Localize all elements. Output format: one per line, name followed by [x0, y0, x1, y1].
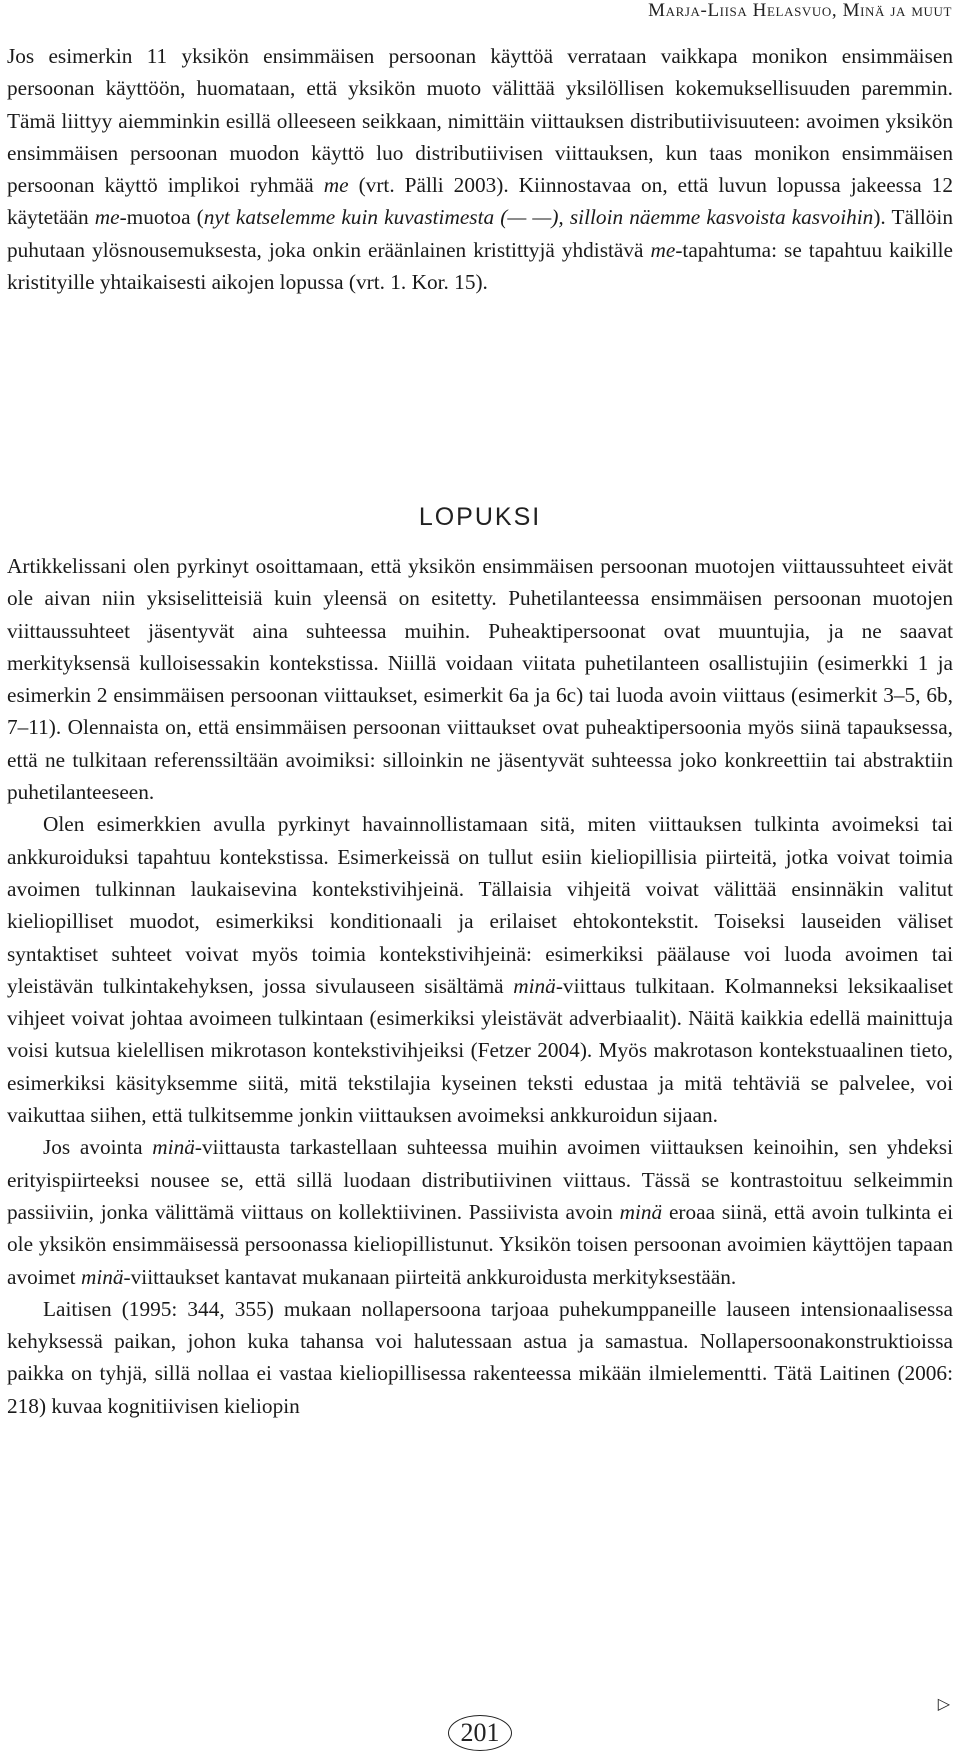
- page-number: 201: [460, 1718, 500, 1747]
- continue-arrow-icon: ▷: [937, 1694, 950, 1713]
- page-number-badge: [448, 1715, 512, 1751]
- paragraph: Jos esimerkin 11 yksikön ensimmäisen persoonan käyttöä verrataan vaikkapa monikon ensimmäisen persoonan käyttöön, huomataan, että yksikön muoto välittää yksilöllisen kokemuksellisuuden paremmin. Tämä liittyy aiemminkin esillä olleeseen seikkaan, nimittäin viittauksen distributiivisuuteen: avoimen yksikön ensimmäisen persoonan muodon käyttö luo distributiivisen viittauksen, kun taas monikon ensimmäisen persoonan käyttö implikoi ryhmää me (vrt. Pälli 2003). Kiinnostavaa on, että luvun lopussa jakeessa 12 käytetään me-muotoa (nyt katselemme kuin kuvastimesta (— —), silloin näemme kasvoista kasvoihin). Tällöin puhutaan ylösnousemuksesta, joka onkin eräänlainen kristittyjä yhdistävä me-tapahtuma: se tapahtuu kaikille kristityille yhtaikaisesti aikojen lopussa (vrt. 1. Kor. 15).: [7, 44, 953, 295]
- running-head: Marja-Liisa Helasvuo, Minä ja muut: [648, 0, 952, 21]
- paragraph: Artikkelissani olen pyrkinyt osoittamaan, että yksikön ensimmäisen persoonan muotojen viittaussuhteet eivät ole aivan niin yksiselitteisiä kuin yleensä on esitetty. Puhetilanteessa ensimmäisen persoonan muotojen viittaussuhteet jäsentyvät aina suhteessa muihin. Puheaktipersoonat ovat muuntujia, ja ne saavat merkityksensä kulloisessakin kontekstissa. Niillä voidaan viitata puhetilanteen osallistujiin (esimerkki 1 ja esimerkin 2 ensimmäisen persoonan viittaukset, esimerkit 6a ja 6c) tai luoda avoin viittaus (esimerkit 3–5, 6b, 7–11). Olennaista on, että ensimmäisen persoonan viittaukset ovat puheaktipersoonia myös siinä tapauksessa, että ne tulkitaan referenssiltään avoimiksi: silloinkin ne jäsentyvät suhteessa joko konkreettiin tai abstraktiin puhetilanteeseen.: [7, 554, 953, 805]
- paragraph: Olen esimerkkien avulla pyrkinyt havainnollistamaan sitä, miten viittauksen tulkinta avoimeksi tai ankkuroiduksi tapahtuu kontekstissa. Esimerkeissä on tullut esiin kieliopillisia piirteitä, jotka voivat toimia avoimen tulkinnan laukaisevina kontekstivihjeinä. Tällaisia vihjeitä voivat välittää ensinnäkin valitut kieliopilliset muodot, esimerkiksi konditionaali ja erilaiset ehtokontekstit. Toiseksi lauseiden väliset syntaktiset suhteet voivat myös toimia kontekstivihjeinä: esimerkiksi päälause voi luoda avoimen tai yleistävän tulkintakehyksen, jossa sivulauseen sisältämä minä-viittaus tulkitaan. Kolmanneksi leksikaaliset vihjeet voivat johtaa avoimeen tulkintaan (esimerkiksi yleistävät adverbiaalit). Näitä kaikkia edellä mainittuja voisi kutsua kielellisen mikrotason kontekstivihjeiksi (Fetzer 2004). Myös makrotason kontekstuaalinen tieto, esimerkiksi käsityksemme siitä, mitä tekstilajia kyseinen teksti edustaa ja mitä tehtäviä se palvelee, voi vaikuttaa siihen, että tulkitsemme jonkin viittauksen avoimeksi ankkuroidun sijaan.: [7, 812, 954, 1128]
- body-block-2: [7, 550, 953, 1422]
- paragraph: Jos avointa minä-viittausta tarkastellaan suhteessa muihin avoimen viittauksen keinoihin, sen yhdeksi erityispiirteeksi nousee se, että sillä luodaan distributiivinen viittaus. Tässä se kontrastoituu selkeimmin passiiviin, jonka välittämä viittaus on kollektiivinen. Passiivista avoin minä eroaa siinä, että avoin tulkinta ei ole yksikön ensimmäisessä persoonassa kieliopillistunut. Yksikön toisen persoonan avoimien käyttöjen tapaan avoimet minä-viittaukset kantavat mukanaan piirteitä ankkuroidusta merkityksestään.: [7, 1135, 953, 1289]
- paragraph: Laitisen (1995: 344, 355) mukaan nollapersoona tarjoaa puhekumppaneille lauseen intensionaalisessa kehyksessä paikan, johon kuka tahansa voi halutessaan astua ja samastua. Nollapersoonakonstruktioissa paikka on tyhjä, sillä nollaa ei vastaa kieliopillisessa rakenteessa mikään ilmielementti. Tätä Laitinen (2006: 218) kuvaa kognitiivisen kieliopin: [7, 1296, 953, 1418]
- body-block-1: [7, 40, 953, 298]
- section-heading: LOPUKSI: [418, 502, 542, 531]
